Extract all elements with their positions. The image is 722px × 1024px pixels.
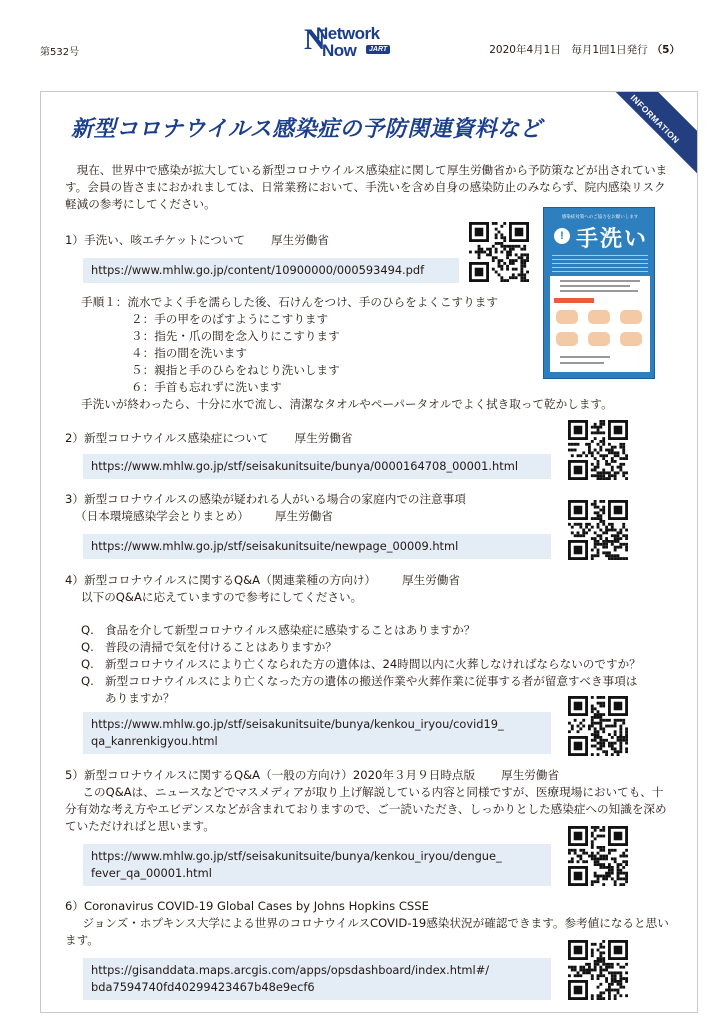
page-header <box>0 0 722 70</box>
section-2-title: 2）新型コロナウイルス感染症について <box>65 431 269 445</box>
alert-icon: ! <box>554 228 570 244</box>
section-1-org: 厚生労働省 <box>271 233 329 247</box>
section-4-org: 厚生労働省 <box>402 573 461 587</box>
intro-paragraph: 現在、世界中で感染が拡大している新型コロナウイルス感染症に関して厚生労働省から予防策などが出されています。会員の皆さまにおかれましては、日常業務において、手洗いを含め自身の感染防止のみならず、院内感染リスク軽減の参考にしてください。 <box>65 163 668 211</box>
poster-steps-panel <box>550 276 650 372</box>
question-text: 食品を介して新型コロナウイルス感染症に感染することはありますか？ <box>105 623 476 637</box>
question-text: 新型コロナウイルスにより亡くなられた方の遺体は、24時間以内に火葬しなければならないのですか？ <box>105 657 641 671</box>
poster-text-line <box>560 280 640 282</box>
publication-date <box>489 42 680 57</box>
section-1-heading <box>65 232 329 249</box>
handwashing-poster <box>543 207 655 379</box>
section-5-url[interactable] <box>83 844 551 886</box>
question-text: 新型コロナウイルスにより亡くなった方の遺体の搬送作業や火葬作業に従事する者が留意すべき事項はありますか？ <box>105 674 638 705</box>
q-marker: Q. <box>81 657 94 671</box>
section-4-heading <box>65 572 460 589</box>
poster-top-text: 感染症対策へのご協力をお願いします <box>561 215 639 220</box>
hand-illustration <box>588 310 610 324</box>
qa-list <box>81 622 641 707</box>
hand-illustration <box>620 310 642 324</box>
section-1-title: 1）手洗い、咳エチケットについて <box>65 233 246 247</box>
section-4-title: 4）新型コロナウイルスに関するQ&A（関連業種の方向け） <box>65 573 377 587</box>
hand-illustration <box>556 310 578 324</box>
section-6-url-line1: https://gisanddata.maps.arcgis.com/apps/opsdashboard/index.html#/ <box>91 963 490 977</box>
qr-code-icon[interactable] <box>568 500 628 560</box>
qr-code-icon[interactable] <box>469 222 529 282</box>
poster-text-line <box>560 362 604 364</box>
qr-code-icon[interactable] <box>568 940 628 1000</box>
issue-number: 第532号 <box>40 47 80 58</box>
q-marker: Q. <box>81 623 94 637</box>
qa-item <box>81 622 641 639</box>
section-5-title: 5）新型コロナウイルスに関するQ&A（一般の方向け）2020年３月９日時点版 <box>65 768 476 782</box>
section-3-heading <box>65 491 466 525</box>
step-1: 手順１：流水でよく手を濡らした後、石けんをつけ、手のひらをよくこすります <box>81 295 498 309</box>
hand-illustration <box>556 332 578 346</box>
section-2-org: 厚生労働省 <box>294 431 353 445</box>
section-4-url-line1: https://www.mhlw.go.jp/stf/seisakunitsuite/bunya/kenkou_iryou/covid19_ <box>91 717 504 731</box>
step-3: ３：指先・爪の間を念入りにこすります <box>131 329 340 343</box>
q-marker: Q. <box>81 640 94 654</box>
date-text: 2020年4月1日 毎月1回1日発行 <box>489 44 648 56</box>
section-4-url-line2: qa_kanrenkigyou.html <box>91 734 218 748</box>
section-3-url[interactable]: https://www.mhlw.go.jp/stf/seisakunitsuite/newpage_00009.html <box>83 534 551 559</box>
step-2: ２：手の甲をのばすようにこすります <box>131 312 329 326</box>
poster-text-line <box>560 290 638 292</box>
page-number: （5） <box>651 44 680 56</box>
section-5-org: 厚生労働省 <box>501 768 560 782</box>
qa-item <box>81 656 641 673</box>
section-3-org: 厚生労働省 <box>274 509 333 523</box>
section-6-title: 6）Coronavirus COVID-19 Global Cases by Johns Hopkins CSSE <box>65 899 429 913</box>
q-marker: Q. <box>81 674 94 688</box>
logo-mark: N <box>304 23 326 56</box>
article-frame <box>40 91 698 1013</box>
section-6-heading <box>65 898 429 915</box>
poster-text-line <box>560 285 630 287</box>
logo-line1: Network <box>316 24 380 43</box>
newsletter-logo <box>304 24 400 58</box>
section-5-url-line1: https://www.mhlw.go.jp/stf/seisakunitsuite/bunya/kenkou_iryou/dengue_ <box>91 849 502 863</box>
qa-item <box>81 639 641 656</box>
section-1-url[interactable]: https://www.mhlw.go.jp/content/10900000/000593494.pdf <box>83 258 459 283</box>
section-1-after-text: 手洗いが終わったら、十分に水で流し、清潔なタオルやペーパータオルでよく拭き取って乾かします。 <box>81 397 613 411</box>
section-3-title: 3）新型コロナウイルスの感染が疑われる人がいる場合の家庭内での注意事項 <box>65 492 466 506</box>
section-3-subtitle: （日本環境感染学会とりまとめ） <box>75 509 249 523</box>
section-6-url-line2: bda7594740fd40299423467b48e9ecf6 <box>91 980 315 994</box>
logo-badge: JART <box>366 45 390 54</box>
poster-section-bar <box>554 298 594 303</box>
section-6-body: ジョンズ・ホプキンス大学による世界のコロナウイルスCOVID-19感染状況が確認できます。参考値になると思います。 <box>65 916 669 947</box>
poster-title: 手洗い <box>576 227 649 252</box>
section-5-url-line2: fever_qa_00001.html <box>91 866 212 880</box>
qr-code-icon[interactable] <box>568 696 628 756</box>
information-label: INFORMATION <box>628 92 682 146</box>
hand-illustration <box>588 332 610 346</box>
section-5-body: このQ&Aは、ニュースなどでマスメディアが取り上げ解説している内容と同様ですが、医療現場においても、十分有効な考え方やエビデンスなどが含まれておりますので、ご一読いただき、しっかりとした感染症への知識を深めていただければと思います。 <box>65 785 667 833</box>
logo-line2: Now <box>322 41 357 60</box>
step-5: ５：親指と手のひらをねじり洗いします <box>131 363 340 377</box>
poster-description <box>552 252 648 272</box>
section-2-heading <box>65 430 353 447</box>
qr-code-icon[interactable] <box>568 420 628 480</box>
question-text: 普段の清掃で気を付けることはありますか？ <box>105 640 337 654</box>
qa-item <box>81 673 641 707</box>
article-title: 新型コロナウイルス感染症の予防関連資料など <box>71 117 543 142</box>
step-4: ４：指の間を洗います <box>131 346 247 360</box>
section-5-heading <box>65 767 559 784</box>
step-6: ６：手首も忘れずに洗います <box>131 380 282 394</box>
section-2-url[interactable]: https://www.mhlw.go.jp/stf/seisakunitsuite/bunya/0000164708_00001.html <box>83 454 551 479</box>
section-6-url[interactable] <box>83 958 551 1000</box>
qr-code-icon[interactable] <box>568 826 628 886</box>
section-4-body: 以下のQ&Aに応えていますので参考にしてください。 <box>81 590 363 604</box>
hand-illustration <box>620 332 642 346</box>
poster-text-line <box>560 356 610 358</box>
section-4-url[interactable] <box>83 712 551 754</box>
